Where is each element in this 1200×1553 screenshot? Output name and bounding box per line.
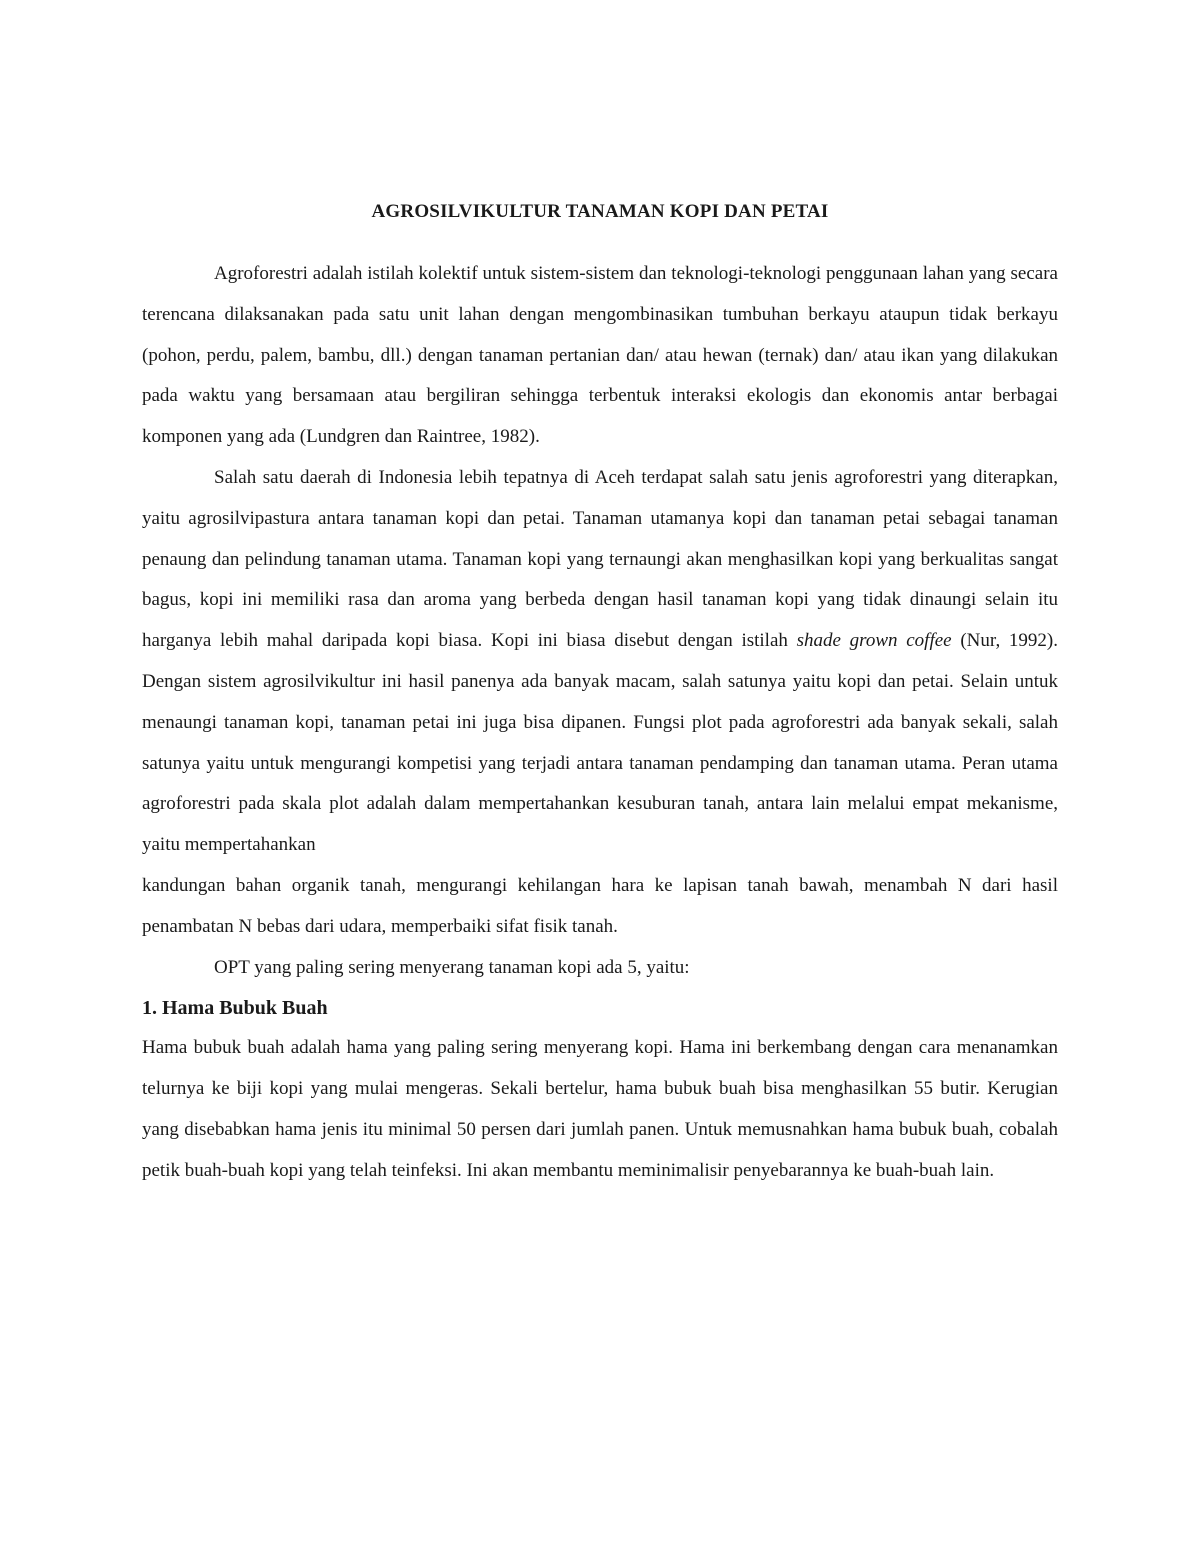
section-heading-hama-bubuk-buah: 1. Hama Bubuk Buah: [142, 997, 328, 1020]
paragraph-text: Salah satu daerah di Indonesia lebih tepatnya di Aceh terdapat salah satu jenis agroforestri yang diterapkan, yaitu agrosilvipastura antara tanaman kopi dan petai. Tanaman utamanya kopi dan tanaman petai sebagai tanaman penaung dan pelindung tanaman utama. Tanaman kopi yang ternaungi akan menghasilkan kopi yang berkualitas sangat bagus, kopi ini memiliki rasa dan aroma yang berbeda dengan hasil tanaman kopi yang tidak dinaungi selain itu harganya lebih mahal daripada kopi biasa. Kopi ini biasa disebut dengan istilah: [142, 466, 1058, 652]
paragraph-hama-bubuk-buah: Hama bubuk buah adalah hama yang paling sering menyerang kopi. Hama ini berkembang dengan cara menanamkan telurnya ke biji kopi yang mulai mengeras. Sekali bertelur, hama bubuk buah bisa menghasilkan 55 butir. Kerugian yang disebabkan hama jenis itu minimal 50 persen dari jumlah panen. Untuk memusnahkan hama bubuk buah, cobalah petik buah-buah kopi yang telah teinfeksi. Ini akan membantu meminimalisir penyebarannya ke buah-buah lain.: [142, 1037, 1058, 1181]
document-title: AGROSILVIKULTUR TANAMAN KOPI DAN PETAI: [371, 201, 829, 222]
paragraph-text: (Nur, 1992). Dengan sistem agrosilvikultur ini hasil panenya ada banyak macam, salah satunya yaitu kopi dan petai. Selain untuk menaungi tanaman kopi, tanaman petai ini juga bisa dipanen. Fungsi plot pada agroforestri ada banyak sekali, salah satunya yaitu untuk mengurangi kompetisi yang terjadi antara tanaman pendamping dan tanaman utama. Peran utama agroforestri pada skala plot adalah dalam mempertahankan kesuburan tanah, antara lain melalui empat mekanisme, yaitu mempertahankan: [142, 630, 1058, 856]
document-page: [142, 198, 1058, 1192]
paragraph-soil-mechanisms: kandungan bahan organik tanah, mengurangi kehilangan hara ke lapisan tanah bawah, menambah N dari hasil penambatan N bebas dari udara, memperbaiki sifat fisik tanah.: [142, 874, 1058, 937]
paragraph-opt-intro: OPT yang paling sering menyerang tanaman kopi ada 5, yaitu:: [214, 956, 690, 978]
paragraph-agroforestri-definition: Agroforestri adalah istilah kolektif untuk sistem-sistem dan teknologi-teknologi penggunaan lahan yang secara terencana dilaksanakan pada satu unit lahan dengan mengombinasikan tumbuhan berkayu ataupun tidak berkayu (pohon, perdu, palem, bambu, dll.) dengan tanaman pertanian dan/ atau hewan (ternak) dan/ atau ikan yang dilakukan pada waktu yang bersamaan atau bergiliran sehingga terbentuk interaksi ekologis dan ekonomis antar berbagai komponen yang ada (Lundgren dan Raintree, 1982).: [142, 263, 1058, 448]
paragraph-aceh-agroforestri: [142, 458, 1058, 866]
italic-term: shade grown coffee: [796, 630, 952, 652]
